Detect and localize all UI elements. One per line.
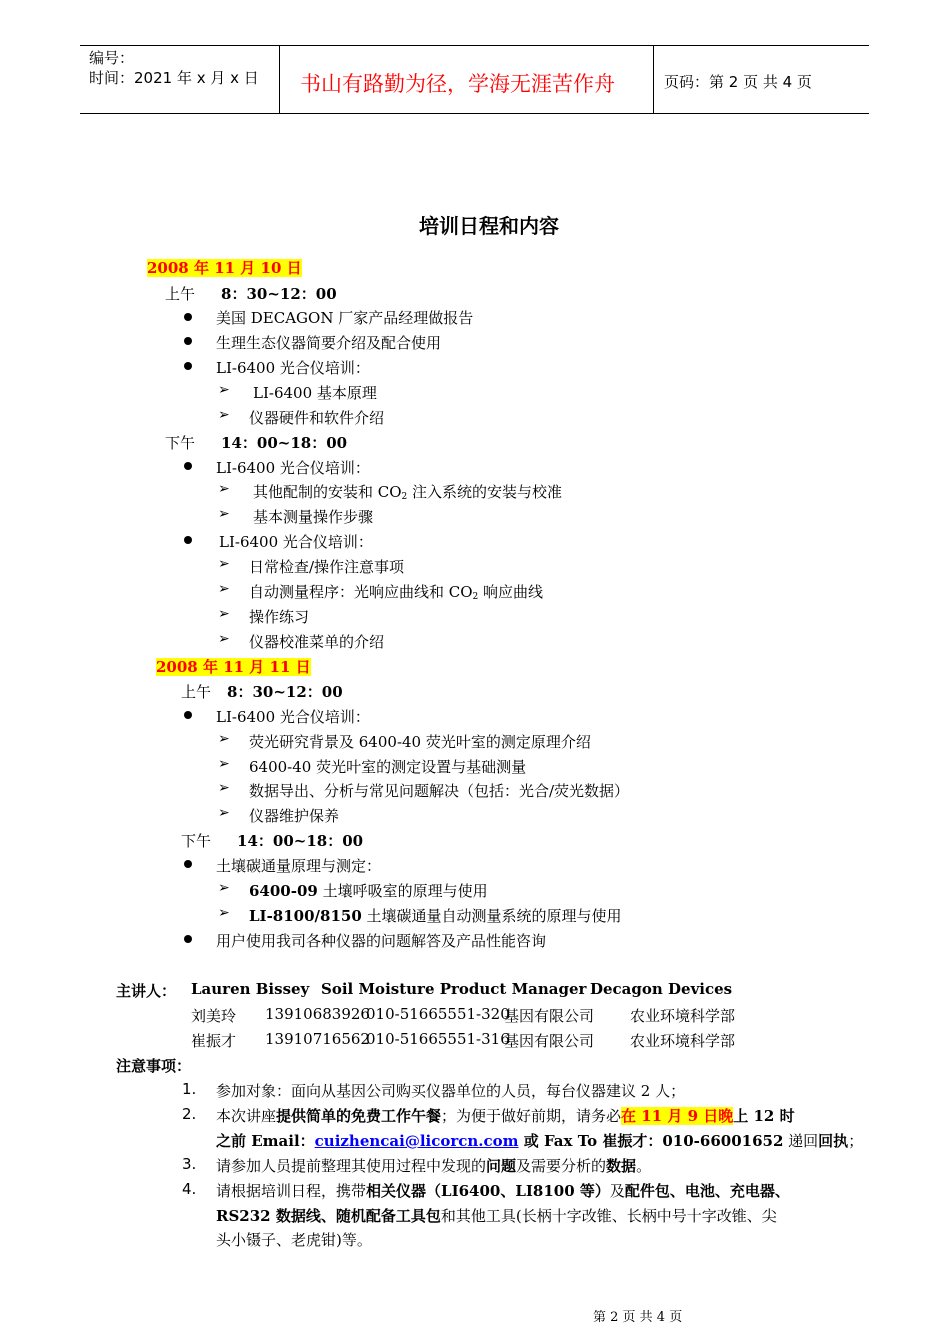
day1-am-item-2: 生理生态仪器简要介绍及配合使用 — [216, 334, 442, 352]
day1-pm-sub-2a: 日常检查/操作注意事项 — [249, 558, 405, 576]
note-number: 1. — [182, 1080, 197, 1098]
arrow-icon: ➢ — [218, 506, 230, 522]
day2-date: 2008 年 11 月 11 日 — [156, 658, 311, 676]
day1-am-heading: 上午 8：30~12：00 — [165, 285, 337, 303]
arrow-icon: ➢ — [218, 780, 230, 796]
speaker-main-title: Soil Moisture Product Manager — [321, 980, 587, 998]
day2-am-heading: 上午 8：30~12：00 — [181, 683, 343, 701]
day2-am-sub-4: 仪器维护保养 — [249, 807, 340, 825]
day2-am-sub-1: 荧光研究背景及 6400-40 荧光叶室的测定原理介绍 — [249, 733, 591, 751]
page-footer: 第 2 页 共 4 页 — [593, 1310, 683, 1325]
day1-date: 2008 年 11 月 10 日 — [147, 259, 302, 277]
day1-pm-sub-2b: 自动测量程序：光响应曲线和 $CO_2$ 响应曲线 — [249, 583, 544, 602]
header-number: 编号： — [89, 49, 135, 67]
arrow-icon: ➢ — [218, 606, 230, 622]
day1-pm-sub-1b: 基本测量操作步骤 — [253, 508, 374, 526]
arrow-icon: ➢ — [218, 581, 230, 597]
day2-pm-sub-b: LI-8100/8150 土壤碳通量自动测量系统的原理与使用 — [249, 907, 622, 925]
bullet-icon — [184, 935, 192, 943]
contact-dept: 农业环境科学部 — [630, 1032, 736, 1050]
contact-phone: 010-51665551-316 — [366, 1030, 510, 1048]
day2-pm-sub-a: 6400-09 土壤呼吸室的原理与使用 — [249, 882, 488, 900]
note-4-line-2: RS232 数据线、随机配备工具包和其他工具(长柄十字改锥、长柄中号十字改锥、尖 — [216, 1207, 777, 1225]
arrow-icon: ➢ — [218, 382, 230, 398]
header-page: 页码：第 2 页 共 4 页 — [664, 73, 812, 91]
note-number: 4. — [182, 1180, 197, 1198]
day1-pm-sub-2d: 仪器校准菜单的介绍 — [249, 633, 385, 651]
note-4-line-3: 头小镊子、老虎钳)等。 — [216, 1231, 372, 1249]
note-4-line-1: 请根据培训日程，携带相关仪器（LI6400、LI8100 等）及配件包、电池、充电器、 — [216, 1182, 790, 1200]
day1-am-item-1: 美国 DECAGON 厂家产品经理做报告 — [216, 309, 474, 327]
day2-pm-item-1: 土壤碳通量原理与测定： — [216, 857, 382, 875]
bullet-icon — [184, 362, 192, 370]
arrow-icon: ➢ — [218, 407, 230, 423]
day2-am-sub-2: 6400-40 荧光叶室的测定设置与基础测量 — [249, 758, 527, 776]
page-title: 培训日程和内容 — [419, 214, 559, 238]
contact-company: 基因有限公司 — [504, 1032, 595, 1050]
day1-pm-sub-1a: 其他配制的安装和 $CO_2$ 注入系统的安装与校准 — [253, 483, 563, 502]
note-3: 请参加人员提前整理其使用过程中发现的问题及需要分析的数据。 — [216, 1157, 652, 1175]
bullet-icon — [184, 860, 192, 868]
day2-am-item: LI-6400 光合仪培训： — [216, 708, 370, 726]
note-1: 参加对象：面向从基因公司购买仪器单位的人员，每台仪器建议 2 人； — [216, 1082, 686, 1100]
contact-mobile: 13910716562 — [265, 1030, 370, 1048]
day1-pm-item-1: LI-6400 光合仪培训： — [216, 459, 370, 477]
day2-pm-heading: 下午 14：00~18：00 — [181, 832, 364, 850]
day1-pm-item-2: LI-6400 光合仪培训： — [219, 533, 373, 551]
header-divider-2 — [653, 46, 654, 113]
note-number: 2. — [182, 1105, 197, 1123]
speaker-main-org: Decagon Devices — [590, 980, 733, 998]
speaker-label: 主讲人： — [116, 982, 177, 1000]
contact-phone: 010-51665551-320 — [366, 1005, 510, 1023]
day1-pm-heading: 下午 14：00~18：00 — [165, 434, 348, 452]
bullet-icon — [184, 462, 192, 470]
day1-pm-sub-2c: 操作练习 — [249, 608, 310, 626]
header-time: 时间：2021 年 x 月 x 日 — [89, 69, 259, 87]
contact-name: 崔振才 — [191, 1032, 237, 1050]
day2-am-sub-3: 数据导出、分析与常见问题解决（包括：光合/荧光数据） — [249, 782, 630, 800]
speaker-main-name: Lauren Bissey — [191, 980, 310, 998]
contact-name: 刘美玲 — [191, 1007, 237, 1025]
contact-dept: 农业环境科学部 — [630, 1007, 736, 1025]
contact-company: 基因有限公司 — [504, 1007, 595, 1025]
header-bottom-rule — [80, 113, 869, 114]
arrow-icon: ➢ — [218, 905, 230, 921]
arrow-icon: ➢ — [218, 556, 230, 572]
note-number: 3. — [182, 1155, 197, 1173]
email-link[interactable]: cuizhencai@licorcn.com — [314, 1132, 519, 1150]
bullet-icon — [184, 711, 192, 719]
header-motto: 书山有路勤为径，学海无涯苦作舟 — [300, 72, 615, 96]
bullet-icon — [184, 536, 192, 544]
arrow-icon: ➢ — [218, 756, 230, 772]
bullet-icon — [184, 313, 192, 321]
arrow-icon: ➢ — [218, 481, 230, 497]
arrow-icon: ➢ — [218, 880, 230, 896]
note-2-line-2: 之前 Email：cuizhencai@licorcn.com 或 Fax To 崔振才：010-66001652 递回回执； — [216, 1132, 864, 1150]
day1-am-sub-1: LI-6400 基本原理 — [253, 384, 377, 402]
day2-pm-item-2: 用户使用我司各种仪器的问题解答及产品性能咨询 — [216, 932, 547, 950]
header-divider-1 — [279, 46, 280, 113]
header-top-rule — [80, 45, 869, 46]
arrow-icon: ➢ — [218, 631, 230, 647]
day1-am-sub-2: 仪器硬件和软件介绍 — [249, 409, 385, 427]
arrow-icon: ➢ — [218, 731, 230, 747]
bullet-icon — [184, 337, 192, 345]
contact-mobile: 13910683926 — [265, 1005, 370, 1023]
day1-am-item-3: LI-6400 光合仪培训： — [216, 359, 370, 377]
note-2-line-1: 本次讲座提供简单的免费工作午餐；为便于做好前期，请务必在 11 月 9 日晚上 12 时 — [216, 1107, 795, 1125]
notes-label: 注意事项： — [116, 1057, 192, 1075]
arrow-icon: ➢ — [218, 805, 230, 821]
